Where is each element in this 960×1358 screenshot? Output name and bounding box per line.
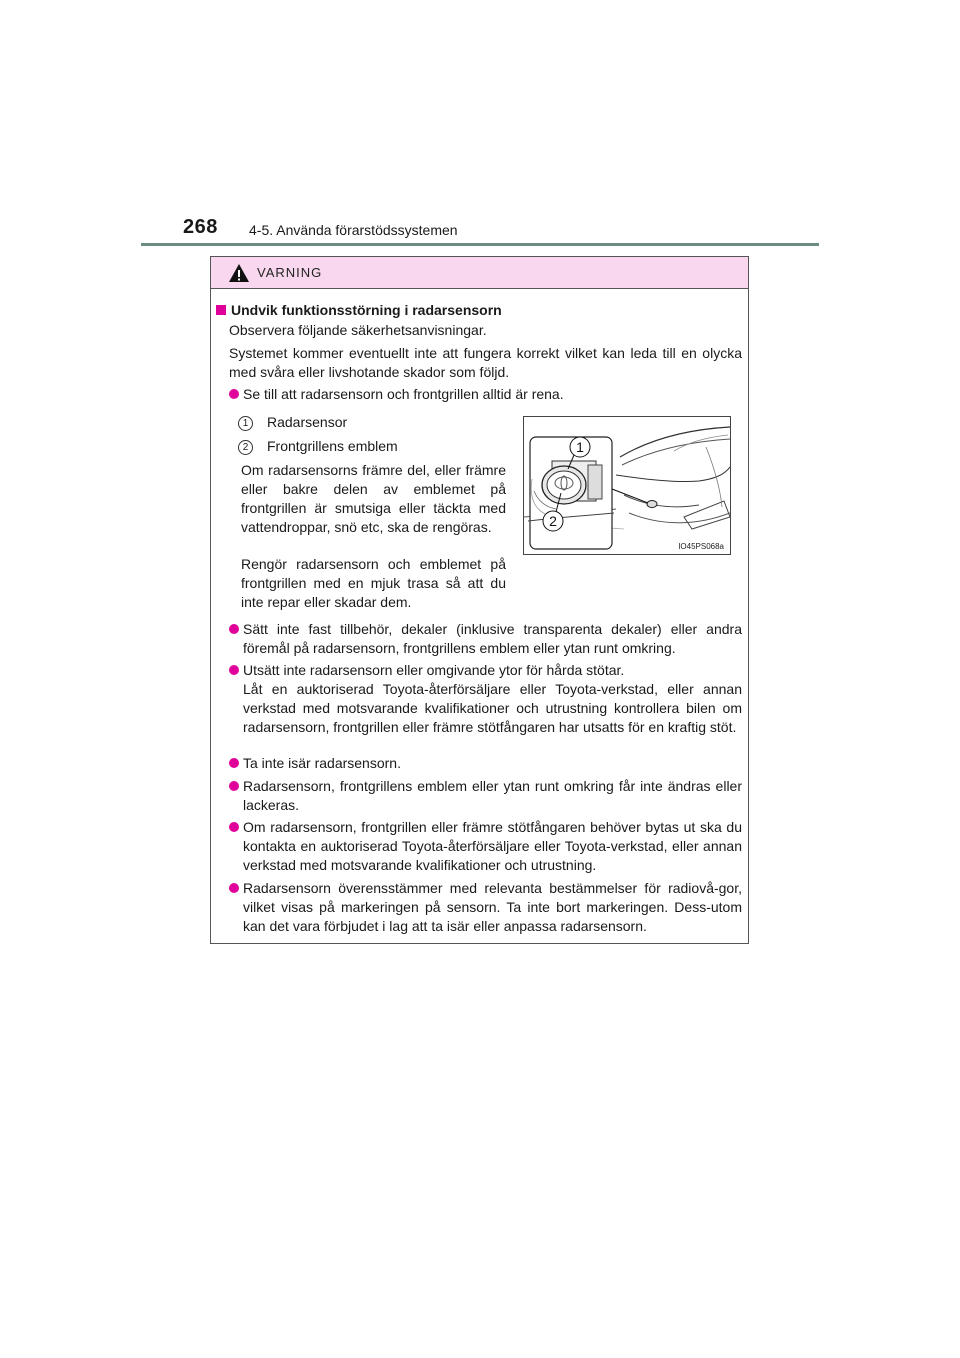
- bullet-item: [229, 661, 742, 737]
- warning-label: VARNING: [257, 265, 323, 280]
- square-bullet-icon: [216, 305, 226, 315]
- clean-note: Om radarsensorns främre del, eller främre eller bakre delen av emblemet på frontgrillen är smutsiga eller täckta med vattendroppar, snö etc, ska de rengöras.: [241, 462, 506, 535]
- callout-1: 1: [576, 439, 584, 455]
- section-title: 4-5. Använda förarstödssystemen: [249, 222, 458, 238]
- bullet-item: [229, 879, 742, 936]
- intro-text-2: Systemet kommer eventuellt inte att fungera korrekt vilket kan leda till en olycka med svåra eller livshotande skador som följd.: [229, 345, 742, 380]
- bullet-item: [229, 620, 742, 658]
- legend-label: Frontgrillens emblem: [267, 438, 398, 454]
- bullet-text-extra: Låt en auktoriserad Toyota-återförsäljare eller Toyota-verkstad, eller annan verkstad med motsvarande kvalifikationer och utrustning kontrollera bilen om radarsensorn, frontgrillen eller främre stötfångaren har utsatts för en kraftig stöt.: [243, 681, 742, 735]
- subheading: [216, 302, 502, 318]
- bullet-item: [229, 777, 742, 815]
- bullet-item: [229, 754, 742, 773]
- callout-2: 2: [549, 513, 557, 529]
- bullet-dot-icon: [229, 389, 239, 399]
- callout-number: 1: [238, 416, 253, 431]
- car-front-illustration: [524, 417, 730, 554]
- figure-code: IO45PS068a: [678, 542, 724, 551]
- page-number: 268: [183, 216, 218, 238]
- legend-item-2: [238, 437, 398, 456]
- bullet-text: Utsätt inte radarsensorn eller omgivande ytor för hårda stötar.: [243, 662, 625, 678]
- intro-text: Observera följande säkerhetsanvisningar.: [229, 322, 487, 338]
- bullet-item: [229, 818, 742, 875]
- bullet-dot-icon: [229, 624, 239, 634]
- bullet-text: Radarsensorn, frontgrillens emblem eller ytan runt omkring får inte ändras eller lackeras.: [243, 778, 742, 813]
- legend-label: Radarsensor: [267, 414, 348, 430]
- callout-number: 2: [238, 440, 253, 455]
- bullet-dot-icon: [229, 822, 239, 832]
- bullet-text: Ta inte isär radarsensorn.: [243, 755, 401, 771]
- subheading-text: Undvik funktionsstörning i radarsensorn: [231, 302, 502, 318]
- bullet-dot-icon: [229, 758, 239, 768]
- header-rule: [141, 243, 819, 246]
- warning-box: [210, 256, 749, 944]
- bullet-item: [229, 385, 742, 404]
- legend-item-1: [238, 413, 347, 432]
- bullet-text: Se till att radarsensorn och frontgrillen alltid är rena.: [243, 386, 564, 402]
- warning-triangle-icon: [228, 263, 250, 283]
- bullet-text: Sätt inte fast tillbehör, dekaler (inklusive transparenta dekaler) eller andra föremål på radarsensorn, frontgrillens emblem eller ytan runt omkring.: [243, 621, 742, 656]
- page-header: [183, 216, 823, 244]
- bullet-dot-icon: [229, 665, 239, 675]
- warning-header: [211, 257, 748, 289]
- bullet-text: Radarsensorn överensstämmer med relevanta bestämmelser för radiovå-gor, vilket visas på markeringen på sensorn. Ta inte bort markeringen. Dess-utom kan det vara förbjudet i lag att ta isär eller anpassa radarsensorn.: [243, 880, 742, 934]
- radar-sensor-figure: [523, 416, 731, 555]
- bullet-dot-icon: [229, 781, 239, 791]
- bullet-text: Om radarsensorn, frontgrillen eller främre stötfångaren behöver bytas ut ska du kontakta en auktoriserad Toyota-återförsäljare eller Toyota-verkstad, eller annan verkstad med motsvarande kvalifikationer och utrustning.: [243, 819, 742, 873]
- bullet-dot-icon: [229, 883, 239, 893]
- clean-note-2: Rengör radarsensorn och emblemet på frontgrillen med en mjuk trasa så att du inte repar eller skadar dem.: [241, 556, 506, 610]
